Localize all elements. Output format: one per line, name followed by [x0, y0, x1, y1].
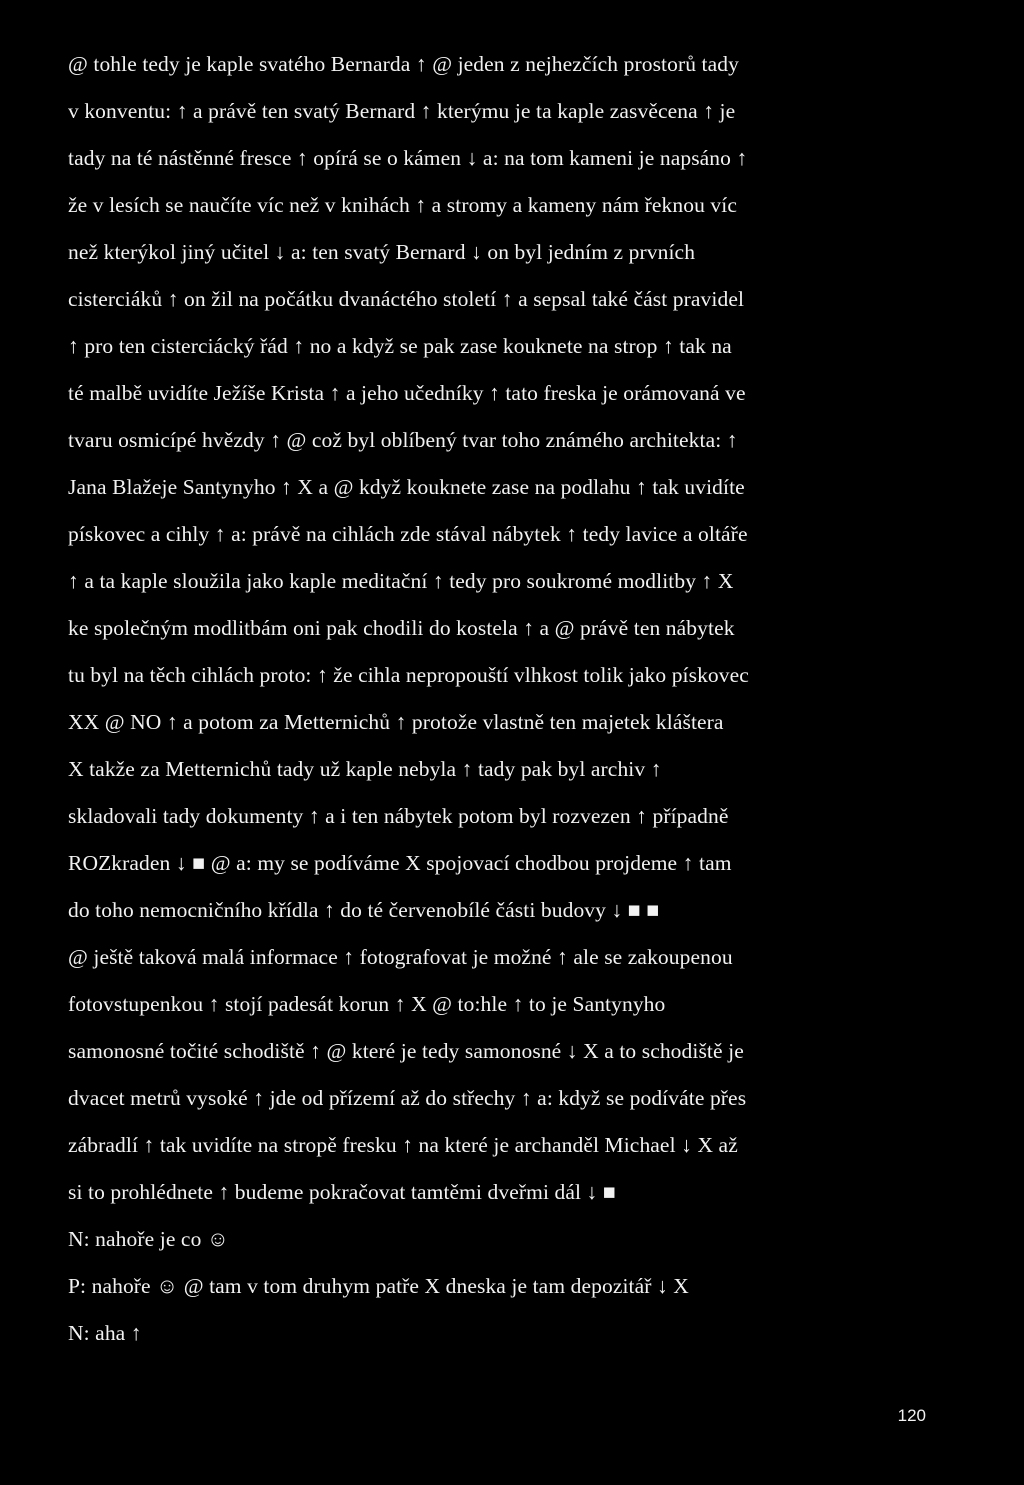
transcript-line: fotovstupenkou ↑ stojí padesát korun ↑ X @ to:hle ↑ to je Santynyho [68, 992, 666, 1016]
transcript-line: Jana Blažeje Santynyho ↑ X a @ když kouknete zase na podlahu ↑ tak uvidíte [68, 475, 745, 499]
transcript-line: v konventu: ↑ a právě ten svatý Bernard ↑ kterýmu je ta kaple zasvěcena ↑ je [68, 99, 736, 123]
transcript-line: než kterýkol jiný učitel ↓ a: ten svatý Bernard ↓ on byl jedním z prvních [68, 240, 696, 264]
transcript-line: @ tohle tedy je kaple svatého Bernarda ↑ @ jeden z nejhezčích prostorů tady [68, 52, 739, 76]
transcript-line: N: aha ↑ [68, 1321, 142, 1345]
transcript-line: tady na té nástěnné fresce ↑ opírá se o kámen ↓ a: na tom kameni je napsáno ↑ [68, 146, 748, 170]
transcript-line: ROZkraden ↓ ■ @ a: my se podíváme X spojovací chodbou projdeme ↑ tam [68, 851, 732, 875]
transcript-line: N: nahoře je co ☺ [68, 1227, 229, 1251]
transcript-line: že v lesích se naučíte víc než v knihách ↑ a stromy a kameny nám řeknou víc [68, 193, 737, 217]
transcript-line: zábradlí ↑ tak uvidíte na stropě fresku ↑ na které je archanděl Michael ↓ X až [68, 1133, 738, 1157]
transcript-line: cisterciáků ↑ on žil na počátku dvanáctého století ↑ a sepsal také část pravidel [68, 287, 745, 311]
transcript-line: si to prohlédnete ↑ budeme pokračovat tamtěmi dveřmi dál ↓ ■ [68, 1180, 616, 1204]
transcript-line: XX @ NO ↑ a potom za Metternichů ↑ protože vlastně ten majetek kláštera [68, 710, 724, 734]
transcript-line: @ ještě taková malá informace ↑ fotografovat je možné ↑ ale se zakoupenou [68, 945, 733, 969]
transcript-line: X takže za Metternichů tady už kaple nebyla ↑ tady pak byl archiv ↑ [68, 757, 662, 781]
transcript-line: P: nahoře ☺ @ tam v tom druhym patře X dneska je tam depozitář ↓ X [68, 1274, 689, 1298]
transcript-line: tvaru osmicípé hvězdy ↑ @ což byl oblíbený tvar toho známého architekta: ↑ [68, 428, 738, 452]
transcript-line: dvacet metrů vysoké ↑ jde od přízemí až do střechy ↑ a: když se podíváte přes [68, 1086, 747, 1110]
transcript-line: ↑ a ta kaple sloužila jako kaple meditační ↑ tedy pro soukromé modlitby ↑ X [68, 569, 734, 593]
transcript-line: té malbě uvidíte Ježíše Krista ↑ a jeho učedníky ↑ tato freska je orámovaná ve [68, 381, 746, 405]
transcript-line: samonosné točité schodiště ↑ @ které je tedy samonosné ↓ X a to schodiště je [68, 1039, 744, 1063]
transcript-line: ↑ pro ten cisterciácký řád ↑ no a když se pak zase kouknete na strop ↑ tak na [68, 334, 732, 358]
transcript-line: skladovali tady dokumenty ↑ a i ten nábytek potom byl rozvezen ↑ případně [68, 804, 729, 828]
transcript-line: do toho nemocničního křídla ↑ do té červenobílé části budovy ↓ ■ ■ [68, 898, 660, 922]
transcript-line: ke společným modlitbám oni pak chodili do kostela ↑ a @ právě ten nábytek [68, 616, 735, 640]
transcript-line: pískovec a cihly ↑ a: právě na cihlách zde stával nábytek ↑ tedy lavice a oltáře [68, 522, 748, 546]
transcript-line: tu byl na těch cihlách proto: ↑ že cihla nepropouští vlhkost tolik jako pískovec [68, 663, 749, 687]
page-number: 120 [897, 1406, 926, 1425]
